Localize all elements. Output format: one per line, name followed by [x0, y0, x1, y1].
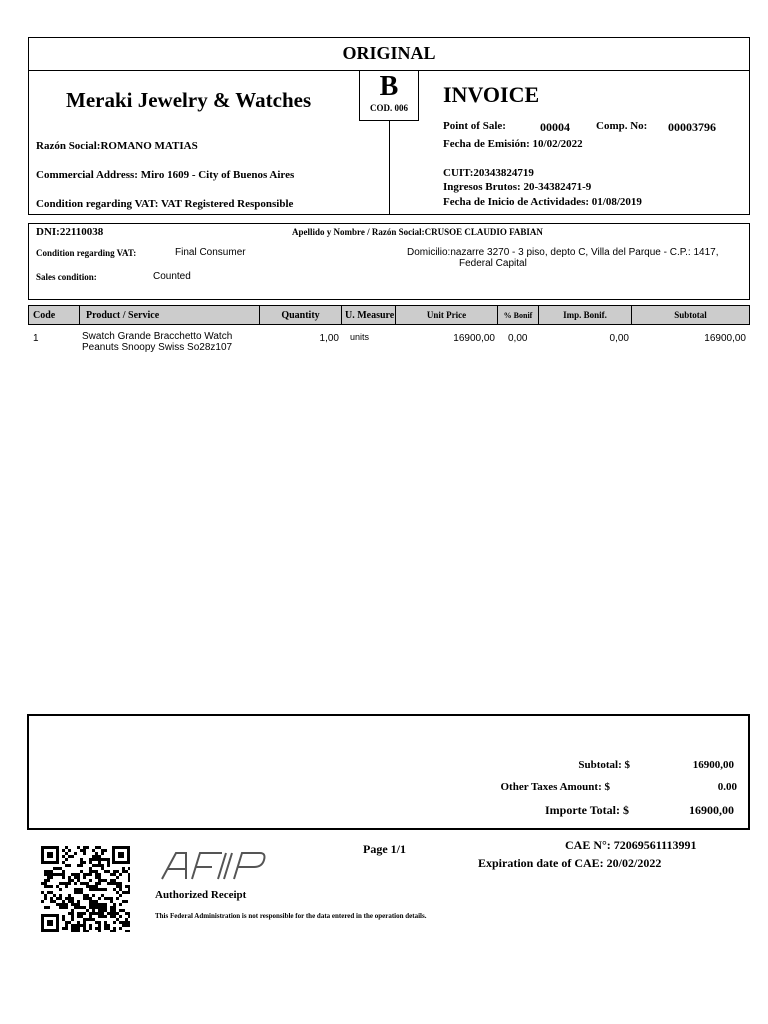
issuer-razon-social: Razón Social:ROMANO MATIAS	[36, 140, 198, 152]
col-header-measure-label: U. Measure	[345, 309, 395, 321]
cae-expiration: Expiration date of CAE: 20/02/2022	[478, 856, 662, 870]
invoice-code: COD. 006	[370, 103, 408, 113]
sales-condition-value: Counted	[153, 271, 191, 282]
col-header-measure	[341, 305, 396, 325]
page-number: Page 1/1	[363, 842, 406, 856]
col-header-subtotal-label: Subtotal	[674, 310, 707, 320]
col-header-imp-bonif	[538, 305, 632, 325]
issuer-address: Commercial Address: Miro 1609 - City of Buenos Aires	[36, 169, 295, 181]
other-taxes-value: 0.00	[717, 781, 737, 793]
row-unit-price: 16900,00	[453, 333, 495, 344]
point-of-sale-label: Point of Sale:	[443, 120, 506, 132]
total-value: 16900,00	[689, 803, 734, 817]
row-measure: units	[350, 332, 370, 342]
customer-vat-value: Final Consumer	[175, 247, 246, 258]
issuer-vat-condition: Condition regarding VAT: VAT Registered Responsible	[36, 198, 294, 210]
customer-dni: DNI:22110038	[36, 226, 104, 238]
col-header-code-label: Code	[33, 309, 56, 321]
qr-code-icon	[41, 846, 130, 932]
comp-no-label: Comp. No:	[596, 120, 648, 132]
row-quantity: 1,00	[319, 333, 339, 344]
invoice-letter: B	[379, 71, 399, 102]
subtotal-value: 16900,00	[692, 759, 734, 771]
point-of-sale-value: 00004	[540, 120, 570, 134]
col-header-product	[79, 305, 260, 325]
col-header-quantity	[259, 305, 342, 325]
col-header-quantity-label: Quantity	[281, 309, 320, 321]
fecha-emision: Fecha de Emisión: 10/02/2022	[443, 138, 583, 150]
disclaimer: This Federal Administration is not responsible for the data entered in the operation details.	[155, 912, 427, 920]
subtotal-label: Subtotal: $	[578, 759, 630, 771]
comp-no-value: 00003796	[668, 120, 716, 134]
col-header-product-label: Product / Service	[86, 309, 160, 321]
issuer-name: Meraki Jewelry & Watches	[66, 88, 312, 112]
row-product-line1: Swatch Grande Bracchetto Watch	[82, 331, 233, 342]
issuer-cuit: CUIT:20343824719	[443, 167, 534, 179]
row-code: 1	[33, 333, 39, 344]
col-header-bonif-pct	[497, 305, 539, 325]
col-header-unit-price-label: Unit Price	[426, 310, 467, 320]
customer-name: Apellido y Nombre / Razón Social:CRUSOE CLAUDIO FABIAN	[292, 227, 543, 237]
col-header-bonif-pct-label: % Bonif	[503, 310, 533, 320]
afip-logo-text	[160, 851, 161, 852]
ingresos-brutos: Ingresos Brutos: 20-34382471-9	[443, 181, 592, 193]
issuer-divider	[389, 120, 390, 214]
col-header-subtotal	[631, 305, 750, 325]
customer-domicilio-line1: Domicilio:nazarre 3270 - 3 piso, depto C, Villa del Parque - C.P.: 1417,	[407, 247, 719, 258]
sales-condition-label: Sales condition:	[36, 272, 97, 282]
row-product-line2: Peanuts Snoopy Swiss So28z107	[82, 342, 233, 353]
total-label: Importe Total: $	[545, 803, 629, 817]
row-bonif-pct: 0,00	[508, 333, 528, 344]
invoice-title: INVOICE	[443, 82, 540, 107]
customer-vat-label: Condition regarding VAT:	[36, 248, 137, 258]
fecha-inicio-actividades: Fecha de Inicio de Actividades: 01/08/2019	[443, 196, 642, 208]
other-taxes-label: Other Taxes Amount: $	[500, 781, 610, 793]
row-imp-bonif: 0,00	[609, 333, 629, 344]
authorized-receipt: Authorized Receipt	[155, 889, 247, 901]
col-header-unit-price	[395, 305, 498, 325]
cae-number: CAE N°: 72069561113991	[565, 838, 697, 852]
row-subtotal: 16900,00	[704, 333, 746, 344]
copy-label: ORIGINAL	[342, 43, 436, 63]
col-header-code	[28, 305, 80, 325]
customer-domicilio-line2: Federal Capital	[459, 258, 527, 269]
afip-logo-icon	[160, 851, 268, 881]
col-header-imp-bonif-label: Imp. Bonif.	[563, 310, 607, 320]
